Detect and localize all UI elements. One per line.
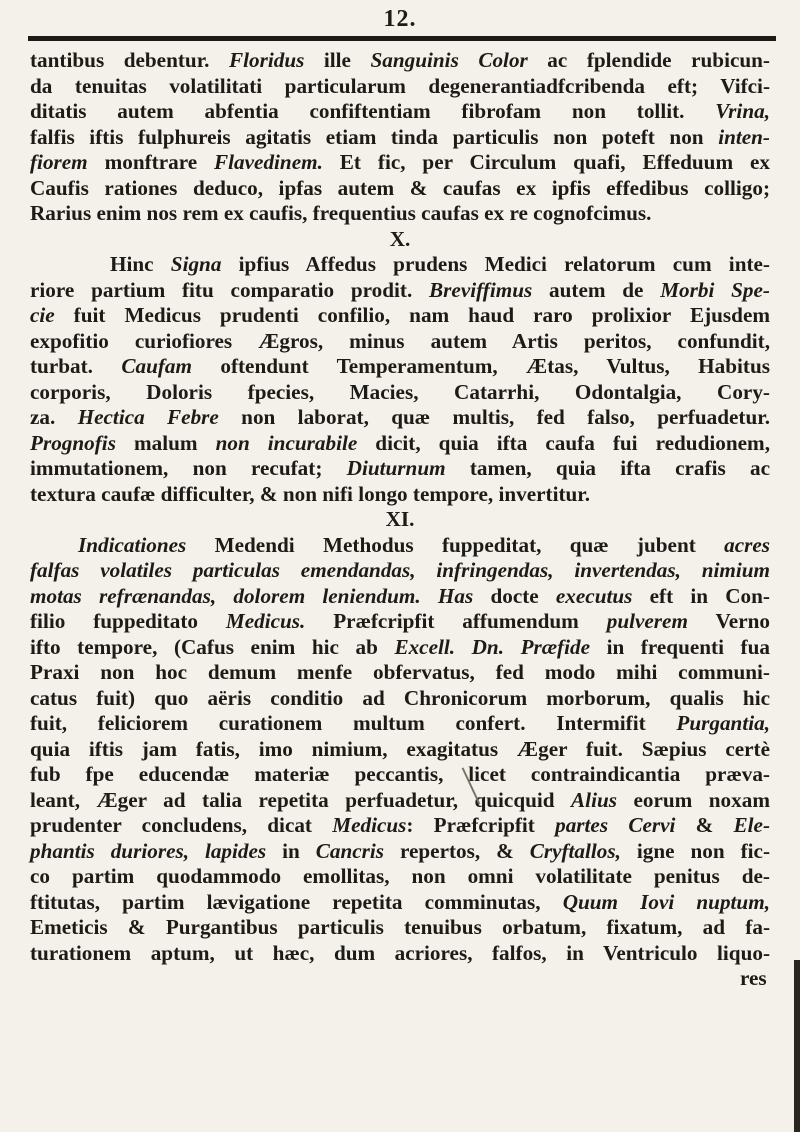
text-line [30,99,770,125]
italic-text-run: Purgantia, [676,711,770,735]
italic-text-run: inten- [718,124,770,149]
text-line [30,711,770,737]
italic-text-run: Diuturnum [346,456,446,480]
text-run: malum [115,430,216,455]
text-run: Verno [687,609,770,633]
italic-text-run: partes Cervi [555,813,676,837]
italic-text-run: fiorem [30,150,88,174]
italic-text-run: Ele- [733,813,771,837]
text-run: autem de [532,277,661,302]
italic-text-run: Vrina, [715,99,770,123]
text-line [30,584,770,610]
text-run: XI. [385,507,415,531]
text-run: X. [389,226,411,251]
text-line [30,533,770,559]
page-edge-shadow [794,960,800,1132]
text-line [30,813,770,839]
italic-text-run: Medicus [332,813,407,837]
italic-text-run: pulverem [606,609,688,633]
text-run: prudenter concludens, dicat [30,813,333,837]
text-run: Medendi Methodus fuppeditat, quæ jubent [186,532,725,557]
italic-text-run: Signa [170,252,222,276]
text-line [30,966,770,992]
text-line [30,839,770,865]
text-run: ille [304,48,371,72]
italic-text-run: Flavedinem. [214,150,323,174]
text-run: Caufis rationes deduco, ipfas autem & caufas ex ipfis effedibus colligo; [30,175,770,200]
text-line [30,456,770,482]
text-run: res [740,966,767,990]
text-line [30,660,770,686]
text-line [30,125,770,151]
italic-text-run: executus [555,583,633,608]
italic-text-run: cie [30,303,55,327]
text-run: dicit, quia ifta caufa fui redudionem, [357,430,770,455]
text-line [30,431,770,457]
italic-text-run: Cryftallos, [529,838,621,863]
italic-text-run: motas refrænandas, dolorem leniendum. [30,583,421,608]
text-line [30,635,770,661]
text-run: ditatis autem abfentia confiftentiam fibrofam non tollit. [30,99,716,123]
italic-text-run: Excell. Dn. Præfide [394,634,590,659]
text-line [30,507,770,533]
text-line [30,201,770,227]
italic-text-run: falfas volatiles particulas emendandas, infringendas, invertendas, nimium [30,558,770,582]
text-line [30,864,770,890]
text-line [30,737,770,763]
text-run: tantibus debentur. [30,48,229,72]
text-run: fuit, feliciorem curationem multum confert. Intermifit [30,711,677,735]
italic-text-run: Caufam [121,354,192,378]
italic-text-run: Sanguinis Color [370,48,528,72]
text-run: & [675,813,734,837]
text-run: tamen, quia ifta crafis ac [445,456,770,480]
text-line [30,252,770,278]
text-run: co partim quodammodo emollitas, non omni volatilitate penitus de- [30,864,770,888]
text-run: non laborat, quæ multis, fed falso, perfuadetur. [218,405,770,429]
italic-text-run: Has [437,583,474,608]
italic-text-run: Floridus [228,48,305,72]
text-line [30,329,770,355]
text-run: falfis iftis fulphureis agitatis etiam tinda particulis non poteft non [30,124,719,149]
italic-text-run: non incurabile [215,430,358,455]
text-line [30,558,770,584]
text-run: : Præfcripfit [406,813,556,837]
text-run: riore partium fitu comparatio prodit. [30,277,430,302]
text-run: fuit Medicus prudenti confilio, nam haud raro prolixior Ejusdem [54,303,770,327]
text-run: Emeticis & Purgantibus particulis tenuibus orbatum, fixatum, ad fa- [30,915,770,939]
text-line [30,74,770,100]
text-run: ifto tempore, (Cafus enim hic ab [30,634,395,659]
text-line [30,405,770,431]
text-run: leant, Æger ad talia repetita perfuadetur, quicquid [30,787,572,812]
text-run: monftrare [87,150,215,174]
text-run: catus fuit) quo aëris conditio ad Chronicorum morborum, qualis hic [30,685,770,710]
text-run: igne non fic- [620,838,770,863]
text-run: ipfius Affedus prudens Medici relatorum cum inte- [221,252,770,276]
text-run: Rarius enim nos rem ex caufis, frequentius caufas ex re cognofcimus. [30,201,652,225]
text-run: immutationem, non recufat; [30,456,347,480]
text-line [30,941,770,967]
italic-text-run: Breviffimus [429,277,533,302]
text-run: filio fuppeditato [30,609,226,633]
text-line [30,890,770,916]
italic-text-run: Quum Iovi nuptum, [562,889,770,914]
italic-text-run: Morbi Spe- [660,277,770,302]
italic-text-run: Cancris [315,838,385,863]
text-run: da tenuitas volatilitati particularum degenerantiadfcribenda eft; Vifci- [30,73,770,98]
text-run: fub fpe educendæ materiæ peccantis, licet contraindicantia præva- [30,762,770,786]
text-line [30,915,770,941]
italic-text-run: acres [724,532,770,557]
page-number: 12. [383,6,417,32]
text-run: docte [473,583,556,608]
text-line [30,48,770,74]
italic-text-run: Indicationes [78,532,187,557]
text-line [30,227,770,253]
text-run: turbat. [30,354,122,378]
text-line [30,176,770,202]
text-run: quia iftis jam fatis, imo nimium, exagitatus Æger fuit. Sæpius certè [30,736,770,761]
text-line [30,354,770,380]
text-run: turationem aptum, ut hæc, dum acriores, falfos, in Ventriculo liquo- [30,940,770,965]
text-run: corporis, Doloris fpecies, Macies, Catarrhi, Odontalgia, Cory- [30,379,770,404]
text-run: in frequenti fua [590,634,770,659]
body-text [30,48,770,992]
italic-text-run: Hectica Febre [77,405,219,429]
text-run [421,584,438,608]
text-run: expofitio curiofiores Ægros, minus autem Artis peritos, confundit, [30,328,770,353]
italic-text-run: phantis duriores, lapides [30,838,267,863]
text-line [30,278,770,304]
italic-text-run: Medicus. [225,609,306,633]
header-rule [28,36,776,41]
text-run: Et fic, per Circulum quafi, Effeduum ex [322,150,770,174]
text-run: za. [30,405,78,429]
text-run: eft in Con- [632,583,770,608]
text-run: Præfcripfit affumendum [305,609,607,633]
text-run: Praxi non hoc demum menfe obfervatus, fed modo mihi communi- [30,660,770,684]
text-run: textura caufæ difficulter, & non nifi longo tempore, invertitur. [30,481,591,506]
text-line [30,150,770,176]
text-run: ftitutas, partim lævigatione repetita comminutas, [30,889,563,914]
text-run: oftendunt Temperamentum, Ætas, Vultus, Habitus [191,354,770,378]
text-run: in [266,838,316,863]
text-run: ac fplendide rubicun- [527,48,770,72]
text-line [30,686,770,712]
text-run: eorum noxam [616,787,770,812]
italic-text-run: Prognofis [30,430,116,455]
text-line [30,380,770,406]
text-line [30,788,770,814]
text-line [30,762,770,788]
italic-text-run: Alius [571,787,617,812]
text-line [30,303,770,329]
text-run: repertos, & [384,838,530,863]
text-line [30,482,770,508]
text-line [30,609,770,635]
text-run: Hinc [110,252,171,276]
